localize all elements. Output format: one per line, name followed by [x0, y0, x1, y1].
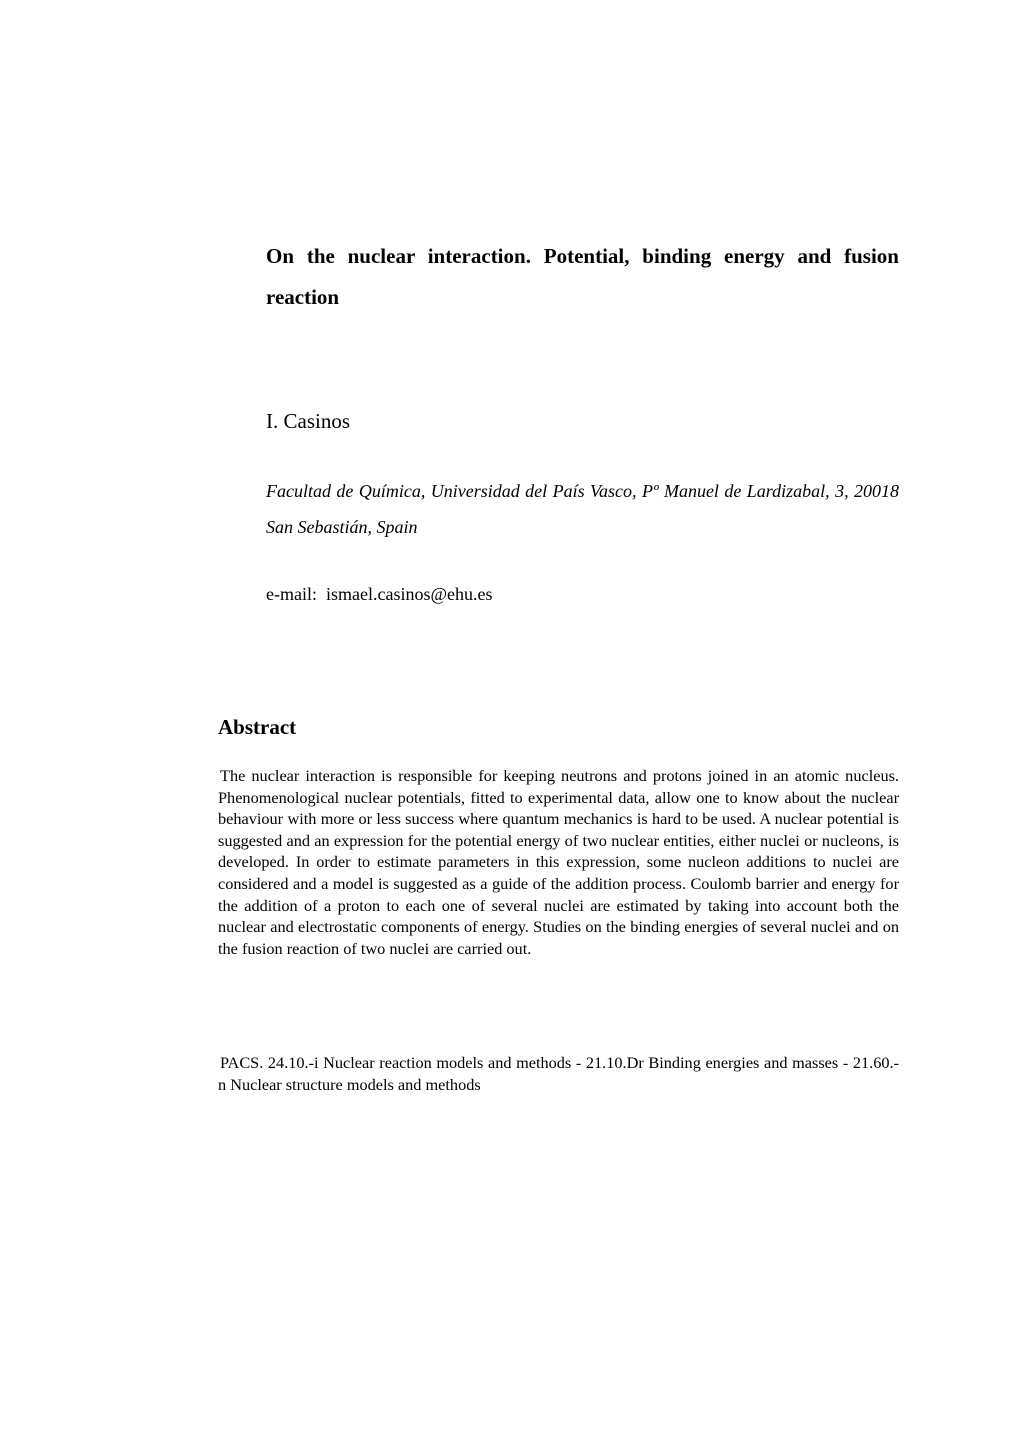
- abstract-text: The nuclear interaction is responsible for keeping neutrons and protons joined in an atomic nucleus. Phenomenological nuclear potentials, fitted to experimental data, allow one to know about the nuclear behaviour with more or less success where quantum mechanics is hard to be used. A nuclear potential is suggested and an expression for the potential energy of two nuclear entities, either nuclei or nucleons, is developed. In order to estimate parameters in this expression, some nucleon additions to nuclei are considered and a model is suggested as a guide of the addition process. Coulomb barrier and energy for the addition of a proton to each one of several nuclei are estimated by taking into account both the nuclear and electrostatic components of energy. Studies on the binding energies of several nuclei and on the fusion reaction of two nuclei are carried out.: [218, 766, 899, 958]
- abstract-heading: Abstract: [218, 715, 297, 739]
- pacs-codes: PACS. 24.10.-i Nuclear reaction models and methods - 21.10.Dr Binding energies and masses - 21.60.-n Nuclear structure models and methods: [218, 1053, 899, 1094]
- paper-title: On the nuclear interaction. Potential, binding energy and fusion reaction: [266, 244, 899, 309]
- author-email: e-mail: ismael.casinos@ehu.es: [266, 584, 493, 604]
- author-affiliation: Facultad de Química, Universidad del País Vasco, Pº Manuel de Lardizabal, 3, 20018 San Sebastián, Spain: [266, 481, 899, 537]
- author-name: I. Casinos: [266, 409, 350, 433]
